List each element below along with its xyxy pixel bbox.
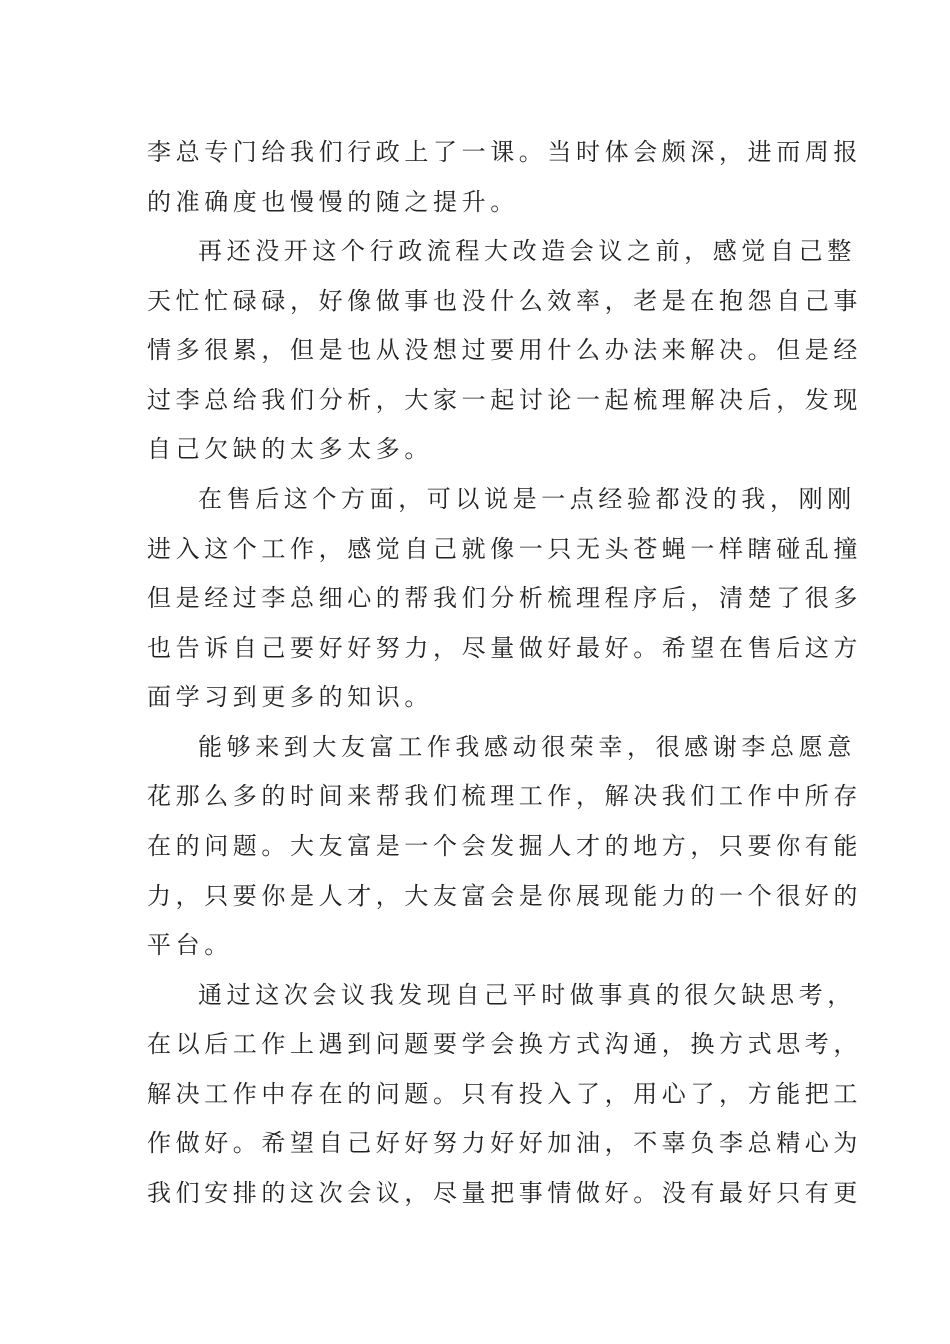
text-line: 我们安排的这次会议，尽量把事情做好。没有最好只有更 <box>147 1179 862 1207</box>
text-line: 花那么多的时间来帮我们梳理工作，解决我们工作中所存 <box>147 782 862 810</box>
text-line: 也告诉自己要好好努力，尽量做好最好。希望在售后这方 <box>147 634 862 662</box>
text-line: 但是经过李总细心的帮我们分析梳理程序后，清楚了很多 <box>147 584 862 612</box>
text-line: 进入这个工作，感觉自己就像一只无头苍蝇一样瞎碰乱撞 <box>147 535 862 563</box>
text-line: 李总专门给我们行政上了一课。当时体会颇深，进而周报 <box>147 138 862 166</box>
text-line: 作做好。希望自己好好努力好好加油，不辜负李总精心为 <box>147 1129 862 1157</box>
text-line: 在的问题。大友富是一个会发掘人才的地方，只要你有能 <box>147 832 862 860</box>
text-line: 面学习到更多的知识。 <box>147 683 433 711</box>
paragraph-start-line: 通过这次会议我发现自己平时做事真的很欠缺思考， <box>198 981 856 1009</box>
text-line: 自己欠缺的太多太多。 <box>147 435 433 463</box>
paragraph-start-line: 在售后这个方面，可以说是一点经验都没的我，刚刚 <box>198 485 856 513</box>
text-line: 情多很累，但是也从没想过要用什么办法来解决。但是经 <box>147 336 862 364</box>
text-line: 天忙忙碌碌，好像做事也没什么效率，老是在抱怨自己事 <box>147 287 862 315</box>
paragraph-start-line: 能够来到大友富工作我感动很荣幸，很感谢李总愿意 <box>198 733 856 761</box>
text-line: 力，只要你是人才，大友富会是你展现能力的一个很好的 <box>147 882 862 910</box>
paragraph-start-line: 再还没开这个行政流程大改造会议之前，感觉自己整 <box>198 237 856 265</box>
text-line: 平台。 <box>147 931 233 959</box>
text-line: 过李总给我们分析，大家一起讨论一起梳理解决后，发现 <box>147 386 862 414</box>
text-line: 解决工作中存在的问题。只有投入了，用心了，方能把工 <box>147 1080 862 1108</box>
text-line: 的准确度也慢慢的随之提升。 <box>147 188 519 216</box>
text-line: 在以后工作上遇到问题要学会换方式沟通，换方式思考， <box>147 1030 862 1058</box>
